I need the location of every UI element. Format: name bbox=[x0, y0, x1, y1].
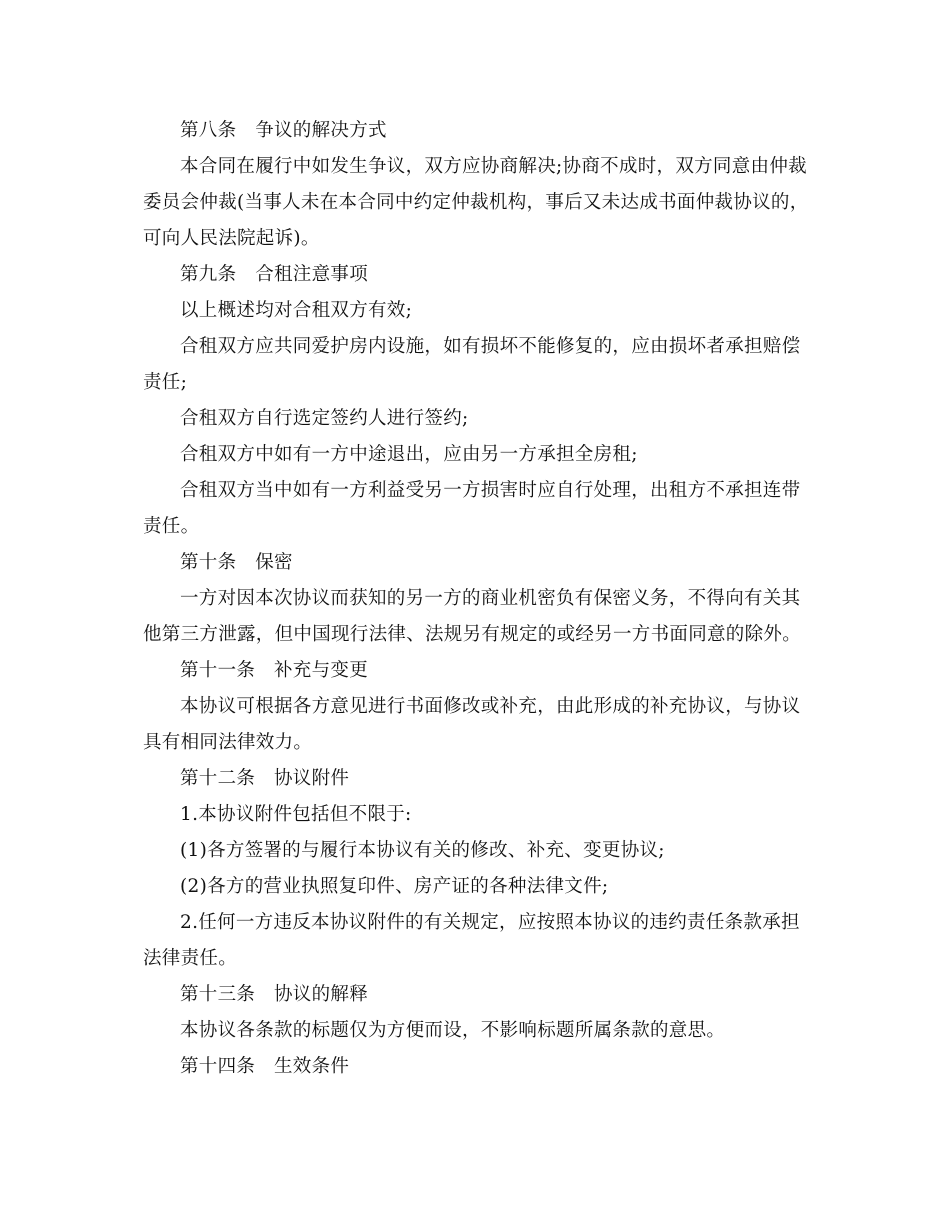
article-12-heading: 第十二条 协议附件 bbox=[180, 768, 350, 789]
article-14-heading: 第十四条 生效条件 bbox=[180, 1056, 350, 1077]
paragraph-line: 本协议可根据各方意见进行书面修改或补充，由此形成的补充协议，与协议 bbox=[180, 696, 801, 717]
paragraph-line: 责任; bbox=[143, 372, 188, 393]
paragraph-line: 他第三方泄露，但中国现行法律、法规另有规定的或经另一方书面同意的除外。 bbox=[143, 624, 802, 645]
paragraph-line: 以上概述均对合租双方有效; bbox=[180, 300, 413, 321]
paragraph-line: 合租双方应共同爱护房内设施，如有损坏不能修复的，应由损坏者承担赔偿 bbox=[180, 336, 801, 357]
article-10-heading: 第十条 保密 bbox=[180, 552, 293, 573]
document-body bbox=[143, 113, 808, 1085]
paragraph-line: 合租双方中如有一方中途退出，应由另一方承担全房租; bbox=[180, 444, 638, 465]
paragraph-line: 合租双方当中如有一方利益受另一方损害时应自行处理，出租方不承担连带 bbox=[180, 480, 801, 501]
paragraph-line: 合租双方自行选定签约人进行签约; bbox=[180, 408, 469, 429]
paragraph-line: 2.任何一方违反本协议附件的有关规定，应按照本协议的违约责任条款承担 bbox=[180, 912, 800, 933]
paragraph-line: 1.本协议附件包括但不限于: bbox=[180, 804, 412, 825]
paragraph-line: (2)各方的营业执照复印件、房产证的各种法律文件; bbox=[180, 876, 609, 897]
paragraph-line: 一方对因本次协议而获知的另一方的商业机密负有保密义务，不得向有关其 bbox=[180, 588, 801, 609]
article-11-heading: 第十一条 补充与变更 bbox=[180, 660, 369, 681]
paragraph-line: 法律责任。 bbox=[143, 948, 238, 969]
paragraph-line: 委员会仲裁(当事人未在本合同中约定仲裁机构，事后又未达成书面仲裁协议的， bbox=[143, 192, 809, 213]
article-9-heading: 第九条 合租注意事项 bbox=[180, 264, 369, 285]
paragraph-line: 本协议各条款的标题仅为方便而设，不影响标题所属条款的意思。 bbox=[180, 1020, 726, 1041]
article-8-heading: 第八条 争议的解决方式 bbox=[180, 120, 387, 141]
article-13-heading: 第十三条 协议的解释 bbox=[180, 984, 369, 1005]
paragraph-line: (1)各方签署的与履行本协议有关的修改、补充、变更协议; bbox=[180, 840, 665, 861]
paragraph-line: 具有相同法律效力。 bbox=[143, 732, 313, 753]
paragraph-line: 责任。 bbox=[143, 516, 200, 537]
paragraph-line: 本合同在履行中如发生争议，双方应协商解决;协商不成时，双方同意由仲裁 bbox=[180, 156, 807, 177]
paragraph-line: 可向人民法院起诉)。 bbox=[143, 228, 320, 249]
